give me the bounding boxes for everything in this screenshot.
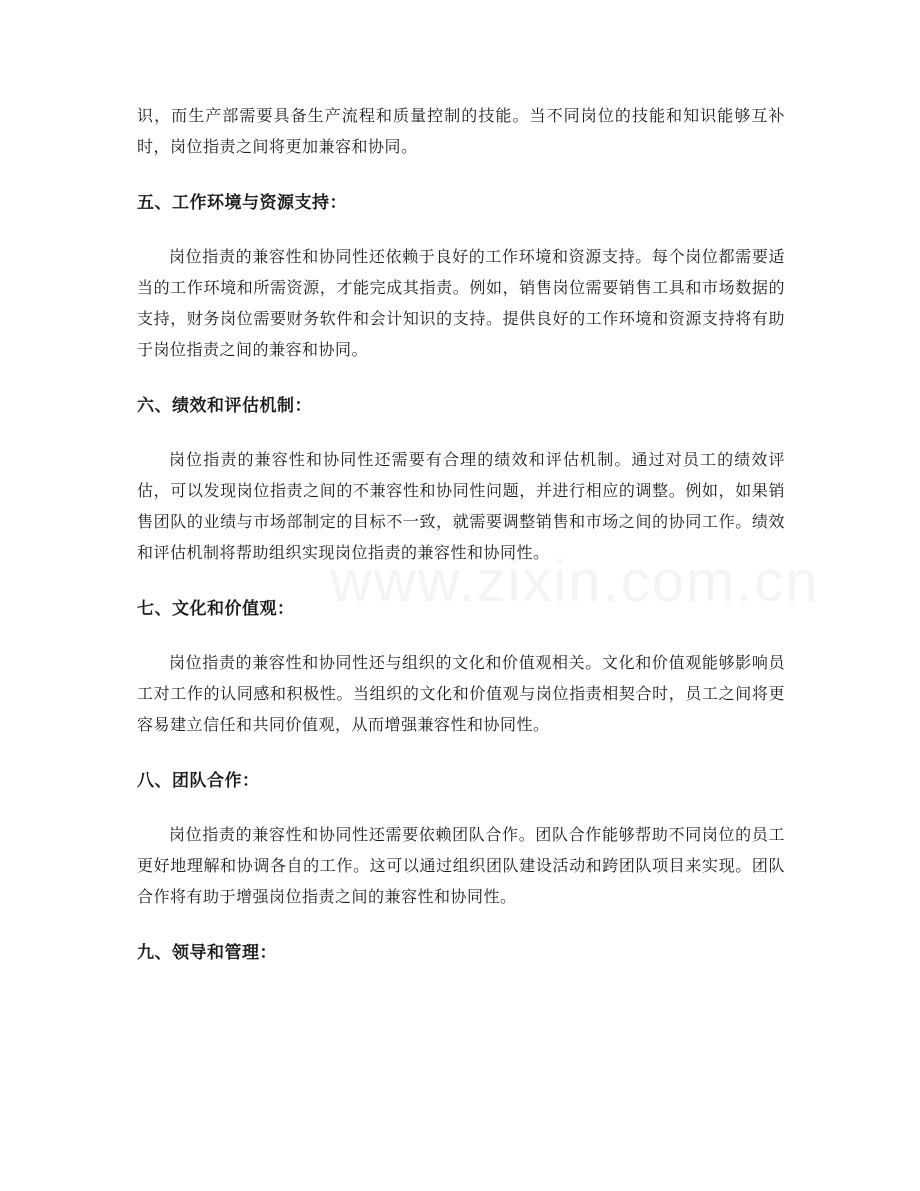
section-heading-7: 七、文化和价值观： (137, 599, 295, 619)
section-heading-8: 八、团队合作： (137, 771, 260, 791)
section-body-5: 岗位指责的兼容性和协同性还依赖于良好的工作环境和资源支持。每个岗位都需要适当的工作环境和所需资源，才能完成其指责。例如，销售岗位需要销售工具和市场数据的支持，财务岗位需要财务软件和会计知识的支持。提供良好的工作环境和资源支持将有助于岗位指责之间的兼容和协同。 (137, 247, 785, 359)
intro-continuation-paragraph: 识，而生产部需要具备生产流程和质量控制的技能。当不同岗位的技能和知识能够互补时，岗位指责之间将更加兼容和协同。 (137, 106, 785, 156)
section-body-7: 岗位指责的兼容性和协同性还与组织的文化和价值观相关。文化和价值观能够影响员工对工作的认同感和积极性。当组织的文化和价值观与岗位指责相契合时，员工之间将更容易建立信任和共同价值观，从而增强兼容性和协同性。 (137, 653, 785, 734)
section-heading-6: 六、绩效和评估机制： (137, 396, 312, 416)
document-body (137, 100, 785, 969)
section-body-6: 岗位指责的兼容性和协同性还需要有合理的绩效和评估机制。通过对员工的绩效评估，可以发现岗位指责之间的不兼容性和协同性问题，并进行相应的调整。例如，如果销售团队的业绩与市场部制定的目标不一致，就需要调整销售和市场之间的协同工作。绩效和评估机制将帮助组织实现岗位指责的兼容性和协同性。 (137, 450, 785, 562)
section-heading-9: 九、领导和管理： (137, 943, 277, 963)
section-heading-5: 五、工作环境与资源支持： (137, 193, 347, 213)
section-body-8: 岗位指责的兼容性和协同性还需要依赖团队合作。团队合作能够帮助不同岗位的员工更好地理解和协调各自的工作。这可以通过组织团队建设活动和跨团队项目来实现。团队合作将有助于增强岗位指责之间的兼容性和协同性。 (137, 825, 785, 906)
